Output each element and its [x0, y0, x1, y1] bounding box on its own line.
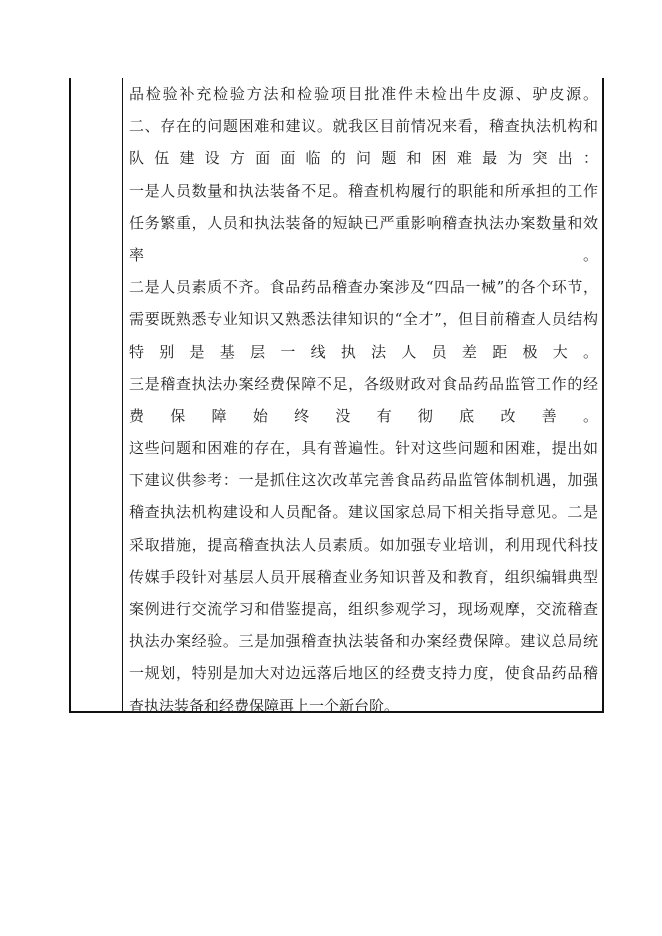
text-line: 采取措施，提高稽查执法人员素质。如加强专业培训，利用现代科技 — [129, 535, 598, 554]
text-line: 稽查执法机构建设和人员配备。建议国家总局下相关指导意见。二是 — [129, 503, 598, 522]
text-line: 需要既熟悉专业知识又熟悉法律知识的“全才”，但目前稽查人员结构 — [129, 310, 598, 329]
text-line: 特 别 是 基 层 一 线 执 法 人 员 差 距 极 大 。 — [129, 342, 598, 361]
text-line: 二、存在的问题困难和建议。就我区目前情况来看，稽查执法机构和 — [129, 117, 598, 136]
text-line: 下建议供参考：一是抓住这次改革完善食品药品监管体制机遇，加强 — [129, 471, 598, 490]
text-line: 品检验补充检验方法和检验项目批准件未检出牛皮源、驴皮源。 — [129, 85, 598, 103]
text-line: 三是稽查执法办案经费保障不足，各级财政对食品药品监管工作的经 — [129, 374, 598, 393]
text-line: 率 。 — [129, 245, 598, 264]
text-line: 执法办案经验。三是加强稽查执法装备和办案经费保障。建议总局统 — [129, 632, 598, 651]
text-line: 任务繁重，人员和执法装备的短缺已严重影响稽查执法办案数量和效 — [129, 213, 598, 232]
text-line: 一是人员数量和执法装备不足。稽查机构履行的职能和所承担的工作 — [129, 181, 598, 200]
text-line: 二是人员素质不齐。食品药品稽查办案涉及“四品一械”的各个环节， — [129, 278, 598, 297]
text-line: 一规划，特别是加大对边远落后地区的经费支持力度，使食品药品稽 — [129, 664, 598, 683]
text-line: 队 伍 建 设 方 面 面 临 的 问 题 和 困 难 最 为 突 出 ： — [129, 149, 598, 168]
text-line: 案例进行交流学习和借鉴提高，组织参观学习，现场观摩，交流稽查 — [129, 600, 598, 618]
text-line: 费 保 障 始 终 没 有 彻 底 改 善 。 — [129, 406, 598, 425]
column-divider — [122, 78, 123, 711]
text-line: 查执法装备和经费保障再上一个新台阶。 — [129, 696, 400, 715]
text-line: 传媒手段针对基层人员开展稽查业务知识普及和教育，组织编辑典型 — [129, 567, 598, 586]
table-cell-content — [129, 78, 598, 722]
text-line: 这些问题和困难的存在，具有普遍性。针对这些问题和困难，提出如 — [129, 439, 598, 458]
